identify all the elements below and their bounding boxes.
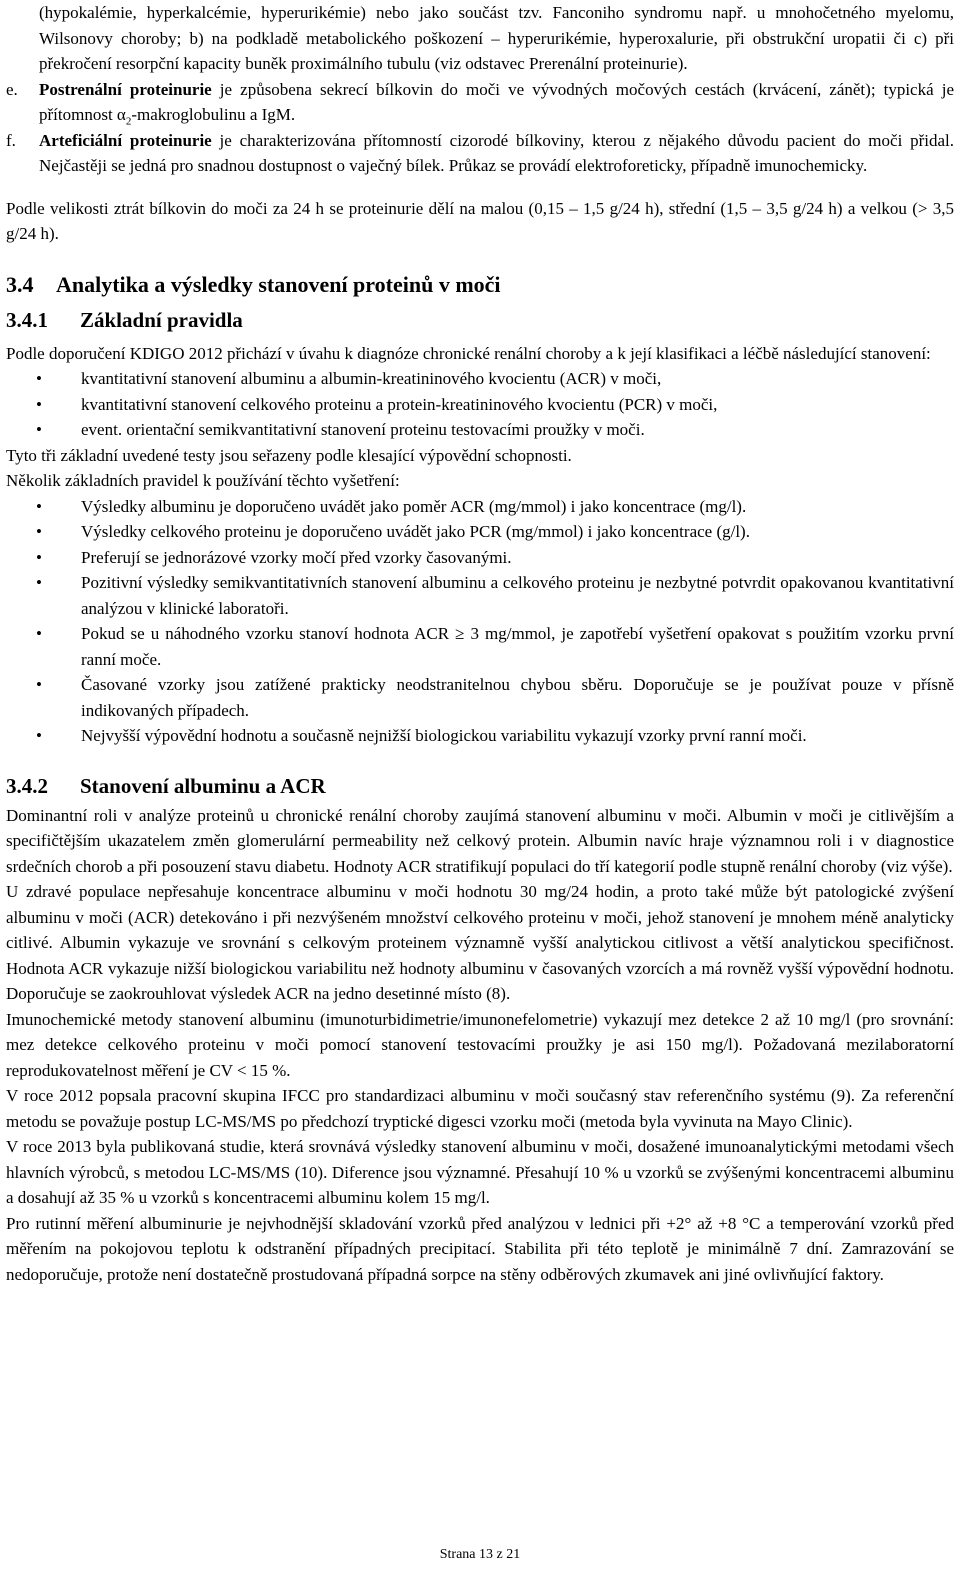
proteinuria-size-paragraph: Podle velikosti ztrát bílkovin do moči za 24 h se proteinurie dělí na malou (0,15 – 1,5 g/24 h), střední (1,5 – 3,5 g/24 h) a velkou (> 3,5 g/24 h). [6,198,954,243]
page-footer: Strana 13 z 21 [439,1547,521,1562]
list-item: • Časované vzorky jsou zatížené prakticky neodstranitelnou chybou sběru. Doporučuje se je používat pouze v přísně indikovaných případech. [6,672,954,723]
list-item: • event. orientační semikvantitativní stanovení proteinu testovacími proužky v moči. [6,417,954,443]
item-e-text: je způsobena sekrecí bílkovin do moči ve vývodných močových cestách (krvácení, zánět); typická je přítomnost α [39,79,954,124]
section-title: Základní pravidla [80,307,243,332]
kdigo-intro-paragraph: Podle doporučení KDIGO 2012 přichází v úvahu k diagnóze chronické renální choroby a k její klasifikaci a léčbě následující stanovení: [6,343,931,363]
section-title: Stanovení albuminu a ACR [80,773,326,798]
section-number: 3.4 [6,271,34,297]
item-e [6,77,954,128]
body-paragraph: V roce 2012 popsala pracovní skupina IFCC pro standardizaci albuminu v moči současný stav referenčního systému (9). Za referenční metodu se považuje postup LC-MS/MS po předchozí tryptické digesci vzorku moči (metoda byla vyvinuta na Mayo Clinic). [6,1086,954,1131]
list-item: • Výsledky celkového proteinu je doporučeno uvádět jako PCR (mg/mmol) i jako koncentrace (g/l). [6,519,954,545]
order-paragraph: Tyto tři základní uvedené testy jsou seřazeny podle klesající výpovědní schopnosti. [6,445,572,465]
item-e-text-end: -makroglobulinu a IgM. [131,105,296,124]
body-paragraph: Pro rutinní měření albuminurie je nejvhodnější skladování vzorků před analýzou v lednici při +2° až +8 °C a temperování vzorků před měřením na pokojovou teplotu k odstranění případných precipitací. Stabilita při této teplotě je minimálně 7 dní. Zamrazování se nedoporučuje, protože není dostatečně prostudovaná případná sorpce na stěny odběrových zkumavek ani jiné ovlivňující faktory. [6,1213,954,1284]
item-f-letter: f. [6,130,16,150]
section-title: Analytika a výsledky stanovení proteinů v moči [56,271,501,297]
list-item: • Výsledky albuminu je doporučeno uvádět jako poměr ACR (mg/mmol) i jako koncentrace (mg/l). [6,494,954,520]
list-item: • Preferují se jednorázové vzorky močí před vzorky časovanými. [6,545,954,571]
section-heading-3-4 [6,267,954,303]
list-item: • Pokud se u náhodného vzorku stanoví hodnota ACR ≥ 3 mg/mmol, je zapotřebí vyšetření opakovat s použitím vzorku první ranní moče. [6,621,954,672]
list-item: • Pozitivní výsledky semikvantitativních stanovení albuminu a celkového proteinu je nezbytné potvrdit opakovanou kvantitativní analýzou v klinické laboratoři. [6,570,954,621]
rules-list [6,494,954,749]
item-f [6,128,954,179]
body-paragraph: V roce 2013 byla publikovaná studie, která srovnává výsledky stanovení albuminu v moči, dosažené imunoanalytickými metodami všech hlavních výrobců, s metodou LC-MS/MS (10). Diference jsou významné. Přesahují 10 % u vzorků se zvýšenými koncentracemi albuminu a dosahují až 35 % u vzorků s koncentracemi albuminu kolem 15 mg/l. [6,1137,954,1207]
document-page [6,0,954,1287]
section-heading-3-4-1 [6,303,954,337]
body-paragraph: U zdravé populace nepřesahuje koncentrace albuminu v moči hodnotu 30 mg/24 hodin, a proto také může být patologické zvýšení albuminu v moči (ACR) detekováno i při nezvýšeném množství celkového proteinu v moči, jehož stanovení je mnohem méně analyticky citlivé. Albumin vykazuje ve srovnání s celkovým proteinem významně vyšší analytickou citlivost a větší analytickou specifičnost. Hodnota ACR vykazuje nižší biologickou variabilitu než hodnoty albuminu v časovaných vzorcích a má rovněž vyšší výpovědní hodnotu. Doporučuje se zaokrouhlovat výsledek ACR na jedno desetinné místo (8). [6,882,954,1003]
item-e-term: Postrenální proteinurie [39,79,212,99]
section-number: 3.4.2 [6,773,48,798]
list-item: • Nejvyšší výpovědní hodnotu a současně nejnižší biologickou variabilitu vykazují vzorky první ranní moči. [6,723,954,749]
continued-paragraph: (hypokalémie, hyperkalcémie, hyperurikémie) nebo jako součást tzv. Fanconiho syndromu např. u mnohočetného myelomu, Wilsonovy choroby; b) na podkladě metabolického poškození – hyperurikémie, hyperoxalurie, při obstrukční uropatii či c) při překročení resorpční kapacity buněk proximálního tubulu (viz odstavec Prerenální proteinurie). [39,3,954,73]
list-item: • kvantitativní stanovení albuminu a albumin-kreatininového kvocientu (ACR) v moči, [6,366,954,392]
body-paragraph: Dominantní roli v analýze proteinů u chronické renální choroby zaujímá stanovení albuminu v moči. Albumin v moči je citlivějším a specifičtějším ukazatelem změn glomerulární permeability než celkový protein. Albumin navíc hraje významnou roli i v diagnostice srdečních chorob a při posouzení stavu diabetu. Hodnoty ACR stratifikují populaci do tří kategorií podle stupně renální choroby (viz výše). [6,805,954,876]
tests-list [6,366,954,443]
rules-intro-paragraph: Několik základních pravidel k používání těchto vyšetření: [6,471,400,490]
item-f-text: je charakterizována přítomností cizorodé bílkoviny, kterou z nějakého důvodu pacient do moči přidal. Nejčastěji se jedná pro snadnou dostupnost o vaječný bílek. Průkaz se provádí elektroforeticky, případně imunochemicky. [39,130,954,175]
body-paragraph: Imunochemické metody stanovení albuminu (imunoturbidimetrie/imunonefelometrie) vykazují mez detekce 2 až 10 mg/l (pro srovnání: mez detekce celkového proteinu v moči pomocí stanovení testovacími proužky je asi 150 mg/l). Požadovaná mezilaboratorní reprodukovatelnost měření je CV < 15 %. [6,1009,954,1080]
section-number: 3.4.1 [6,307,48,332]
list-item: • kvantitativní stanovení celkového proteinu a protein-kreatininového kvocientu (PCR) v moči, [6,392,954,418]
item-e-subscript: 2 [125,115,132,128]
item-f-term: Arteficiální proteinurie [39,130,212,150]
item-e-letter: e. [6,79,18,99]
section-heading-3-4-2 [6,769,954,803]
